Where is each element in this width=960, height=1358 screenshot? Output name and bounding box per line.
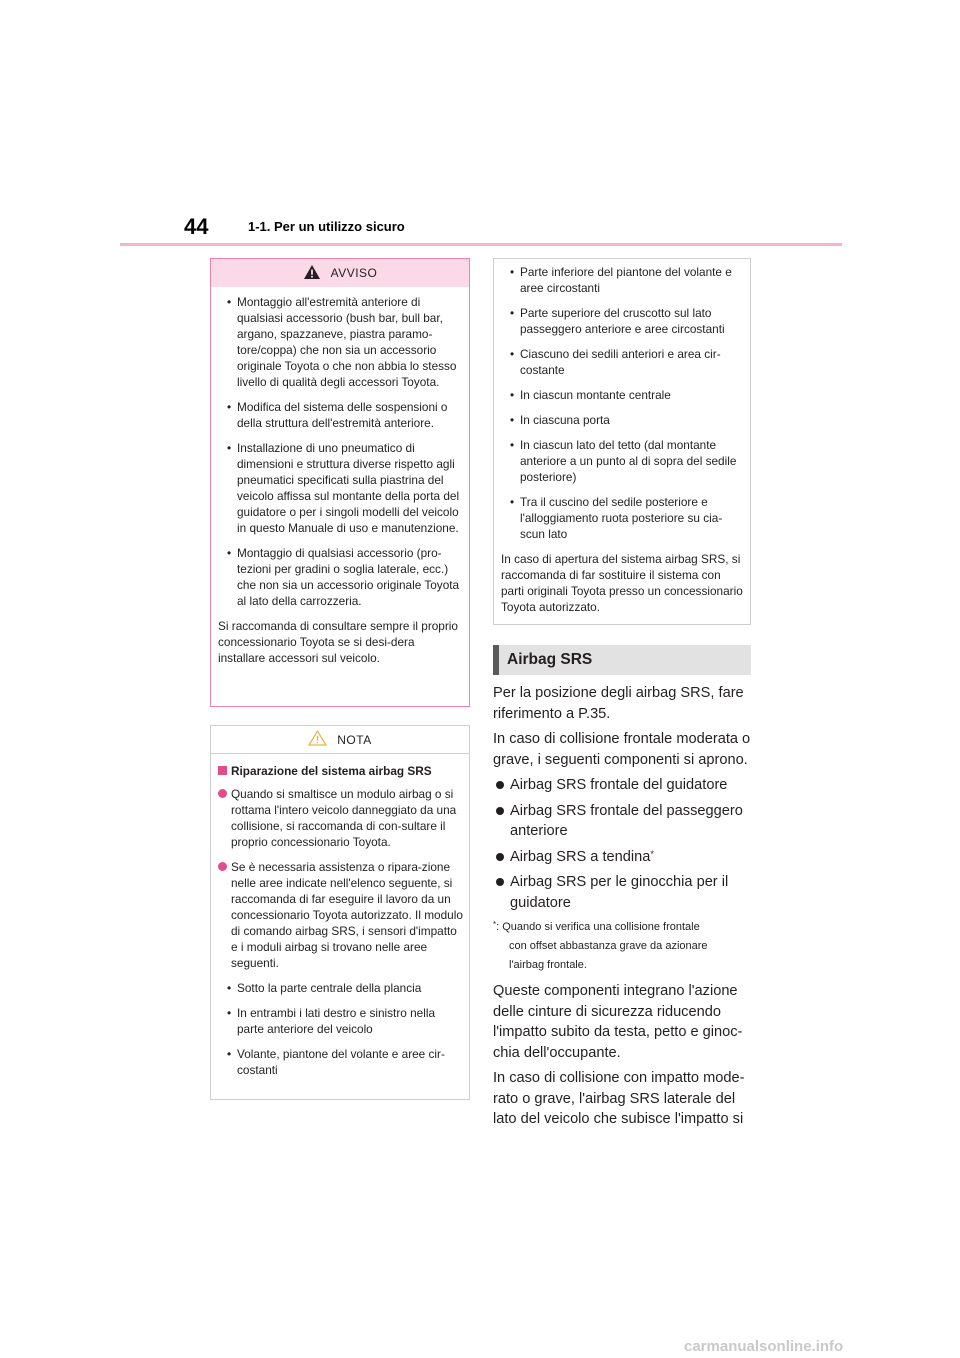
list-item: • Tra il cuscino del sedile posteriore e l'alloggiamento ruota posteriore su cia-scun lato: [501, 494, 744, 542]
header-rule: [120, 243, 842, 246]
list-item: • Sotto la parte centrale della plancia: [218, 980, 463, 996]
list-item: • Parte inferiore del piantone del volante e aree circostanti: [501, 264, 744, 296]
list-item: • Volante, piantone del volante e aree cir-costanti: [218, 1046, 463, 1078]
footnote-line: con offset abbastanza grave da azionare: [509, 940, 708, 952]
warning-box: [210, 258, 470, 707]
bullet-text: Airbag SRS a tendina: [510, 848, 651, 865]
list-item: • In ciascun montante centrale: [501, 387, 744, 403]
list-item: • Parte superiore del cruscotto sul lato passeggero anteriore e aree circostanti: [501, 305, 744, 337]
note-title: NOTA: [337, 732, 372, 747]
airbag-body: [493, 683, 755, 1135]
airbag-section-heading: Airbag SRS: [493, 645, 751, 675]
list-item: • Montaggio di qualsiasi accessorio (pro-tezioni per gradini o soglia laterale, ecc.) che non sia un accessorio originale Toyota al lato della carrozzeria.: [218, 545, 463, 609]
bullet-item: Airbag SRS frontale del guidatore: [493, 775, 755, 796]
note-continued-box: [493, 258, 751, 625]
list-item: Quando si smaltisce un modulo airbag o si rottama l'intero veicolo danneggiato da una collisione, si raccomanda di con-sultare il proprio concessionario Toyota.: [218, 786, 463, 850]
list-item: • In ciascun lato del tetto (dal montante anteriore a un punto al di sopra del sedile posteriore): [501, 437, 744, 485]
body-paragraph: Queste componenti integrano l'azione delle cinture di sicurezza riducendo l'impatto subito da testa, petto e ginoc-chia dell'occupante.: [493, 983, 743, 1061]
note-header: [211, 726, 469, 754]
page-number: 44: [184, 214, 209, 239]
footnote: [493, 918, 755, 975]
note-box: [210, 725, 470, 1100]
warning-title: AVVISO: [330, 266, 378, 280]
continued-closing: In caso di apertura del sistema airbag SRS, si raccomanda di far sostituire il sistema con parti originali Toyota presso un concessionario Toyota autorizzato.: [501, 552, 743, 614]
list-item: • Montaggio all'estremità anteriore di qualsiasi accessorio (bush bar, bull bar, argano, spazzaneve, piastra paramo-tore/coppa) che non sia un accessorio originale Toyota o che non abbia lo stesso livello di qualità degli accessori Toyota.: [218, 294, 463, 390]
list-item: Se è necessaria assistenza o ripara-zione nelle aree indicate nell'elenco seguente, si raccomanda di far eseguire il lavoro da un concessionario Toyota autorizzato. Il modulo di comando airbag SRS, i sensori d'impatto e i moduli airbag si trovano nelle aree seguenti.: [218, 859, 463, 971]
note-triangle-icon: [308, 730, 327, 749]
bullet-item: [493, 847, 755, 868]
warning-closing: Si raccomanda di consultare sempre il proprio concessionario Toyota se si desi-dera installare accessori sul veicolo.: [218, 619, 458, 665]
note-subheading: Riparazione del sistema airbag SRS: [218, 763, 463, 779]
warning-triangle-icon: [303, 264, 321, 283]
footnote-line: l'airbag frontale.: [509, 959, 587, 971]
bullet-item: Airbag SRS per le ginocchia per il guidatore: [493, 872, 755, 913]
warning-header: [211, 259, 469, 287]
body-paragraph: In caso di collisione con impatto mode-rato o grave, l'airbag SRS laterale del lato del veicolo che subisce l'impatto si: [493, 1070, 745, 1127]
list-item: • Installazione di uno pneumatico di dimensioni e struttura diverse rispetto agli pneumatici specificati sulla piastrina del veicolo affissa sul montante della porta del guidatore o per i singoli modelli del veicolo in questo Manuale di uso e manutenzione.: [218, 440, 463, 536]
footnote-mark: *: [493, 920, 497, 929]
list-item: • In ciascuna porta: [501, 412, 744, 428]
footnote-line: : Quando si verifica una collisione frontale: [496, 921, 700, 933]
list-item: • Ciascuno dei sedili anteriori e area cir-costante: [501, 346, 744, 378]
body-paragraph: In caso di collisione frontale moderata o grave, i seguenti componenti si aprono.: [493, 731, 751, 768]
body-paragraph: Per la posizione degli airbag SRS, fare riferimento a P.35.: [493, 685, 744, 722]
asterisk-mark: *: [650, 848, 654, 859]
list-item: • In entrambi i lati destro e sinistro nella parte anteriore del veicolo: [218, 1005, 463, 1037]
section-title: 1-1. Per un utilizzo sicuro: [248, 219, 405, 234]
list-item: • Modifica del sistema delle sospensioni o della struttura dell'estremità anteriore.: [218, 399, 463, 431]
watermark: carmanualsonline.info: [684, 1338, 844, 1355]
bullet-item: Airbag SRS frontale del passeggero anteriore: [493, 801, 755, 842]
